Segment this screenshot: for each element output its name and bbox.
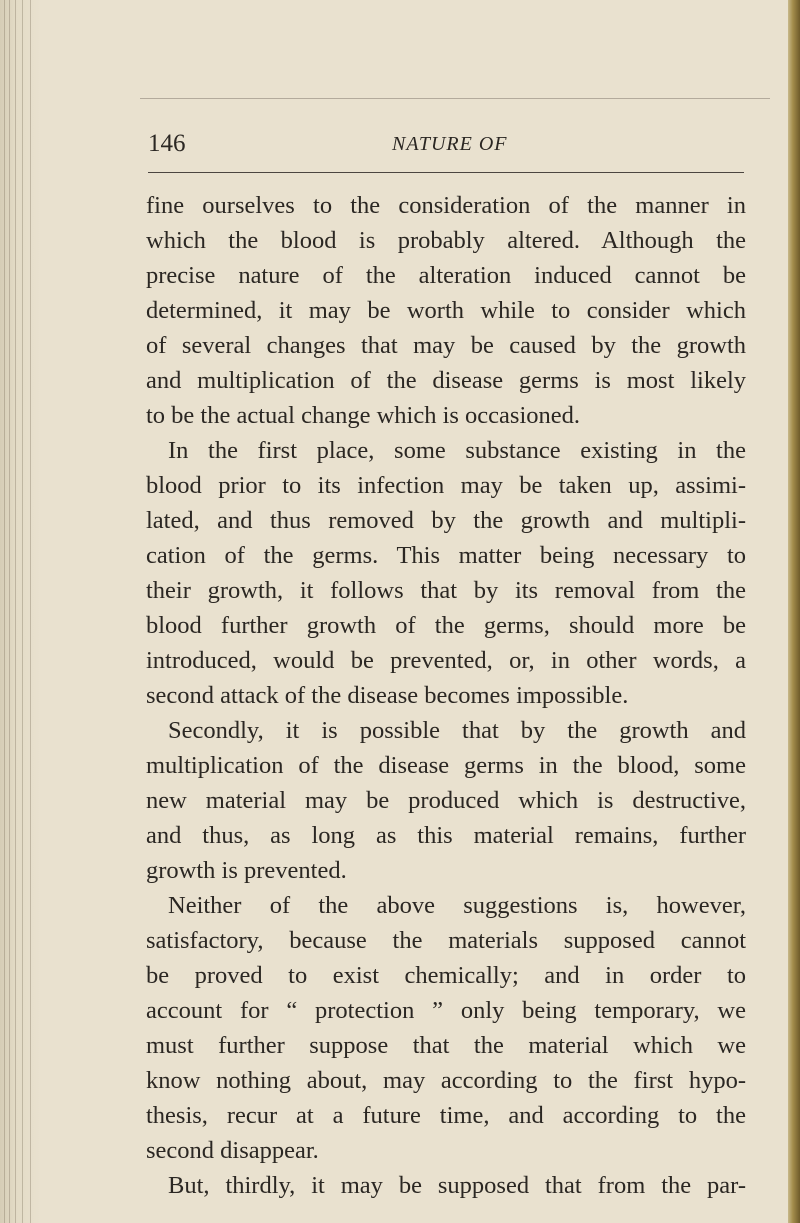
text-line: of several changes that may be caused by the growth: [146, 332, 746, 359]
text-line: satisfactory, because the materials supposed cannot: [146, 927, 746, 954]
text-line: be proved to exist chemically; and in order to: [146, 962, 746, 989]
text-line: their growth, it follows that by its removal from the: [146, 577, 746, 604]
running-head: NATURE OF: [392, 133, 508, 155]
text-line: second attack of the disease becomes impossible.: [146, 682, 629, 709]
text-line: new material may be produced which is destructive,: [146, 787, 746, 814]
text-line: Secondly, it is possible that by the growth and: [168, 717, 746, 744]
edge-line: [22, 0, 23, 1223]
page-header: [148, 128, 748, 160]
text-line: account for “ protection ” only being temporary, we: [146, 997, 746, 1024]
page-number: 146: [148, 130, 186, 157]
text-line: growth is prevented.: [146, 857, 347, 884]
text-line: Neither of the above suggestions is, however,: [168, 892, 746, 919]
text-line: determined, it may be worth while to consider which: [146, 297, 746, 324]
edge-line: [4, 0, 5, 1223]
text-line: must further suppose that the material which we: [146, 1032, 746, 1059]
text-line: blood further growth of the germs, should more be: [146, 612, 746, 639]
text-line: know nothing about, may according to the first hypo-: [146, 1067, 746, 1094]
text-line: and thus, as long as this material remains, further: [146, 822, 746, 849]
text-line: and multiplication of the disease germs is most likely: [146, 367, 746, 394]
edge-line: [15, 0, 16, 1223]
text-line: But, thirdly, it may be supposed that from the par-: [168, 1172, 746, 1199]
edge-line: [9, 0, 10, 1223]
edge-line: [30, 0, 31, 1223]
body-text: [146, 188, 746, 1203]
page-right-edge: [788, 0, 800, 1223]
text-line: lated, and thus removed by the growth and multipli-: [146, 507, 746, 534]
text-line: which the blood is probably altered. Although the: [146, 227, 746, 254]
header-rule: [148, 172, 744, 173]
text-line: multiplication of the disease germs in the blood, some: [146, 752, 746, 779]
text-line: thesis, recur at a future time, and according to the: [146, 1102, 746, 1129]
text-line: In the first place, some substance existing in the: [168, 437, 746, 464]
text-line: precise nature of the alteration induced cannot be: [146, 262, 746, 289]
text-line: second disappear.: [146, 1137, 319, 1164]
page-left-edge: [0, 0, 40, 1223]
text-line: introduced, would be prevented, or, in other words, a: [146, 647, 746, 674]
text-line: fine ourselves to the consideration of the manner in: [146, 192, 746, 219]
text-line: cation of the germs. This matter being necessary to: [146, 542, 746, 569]
text-line: blood prior to its infection may be taken up, assimi-: [146, 472, 746, 499]
text-line: to be the actual change which is occasioned.: [146, 402, 581, 429]
top-page-rule: [140, 98, 770, 99]
